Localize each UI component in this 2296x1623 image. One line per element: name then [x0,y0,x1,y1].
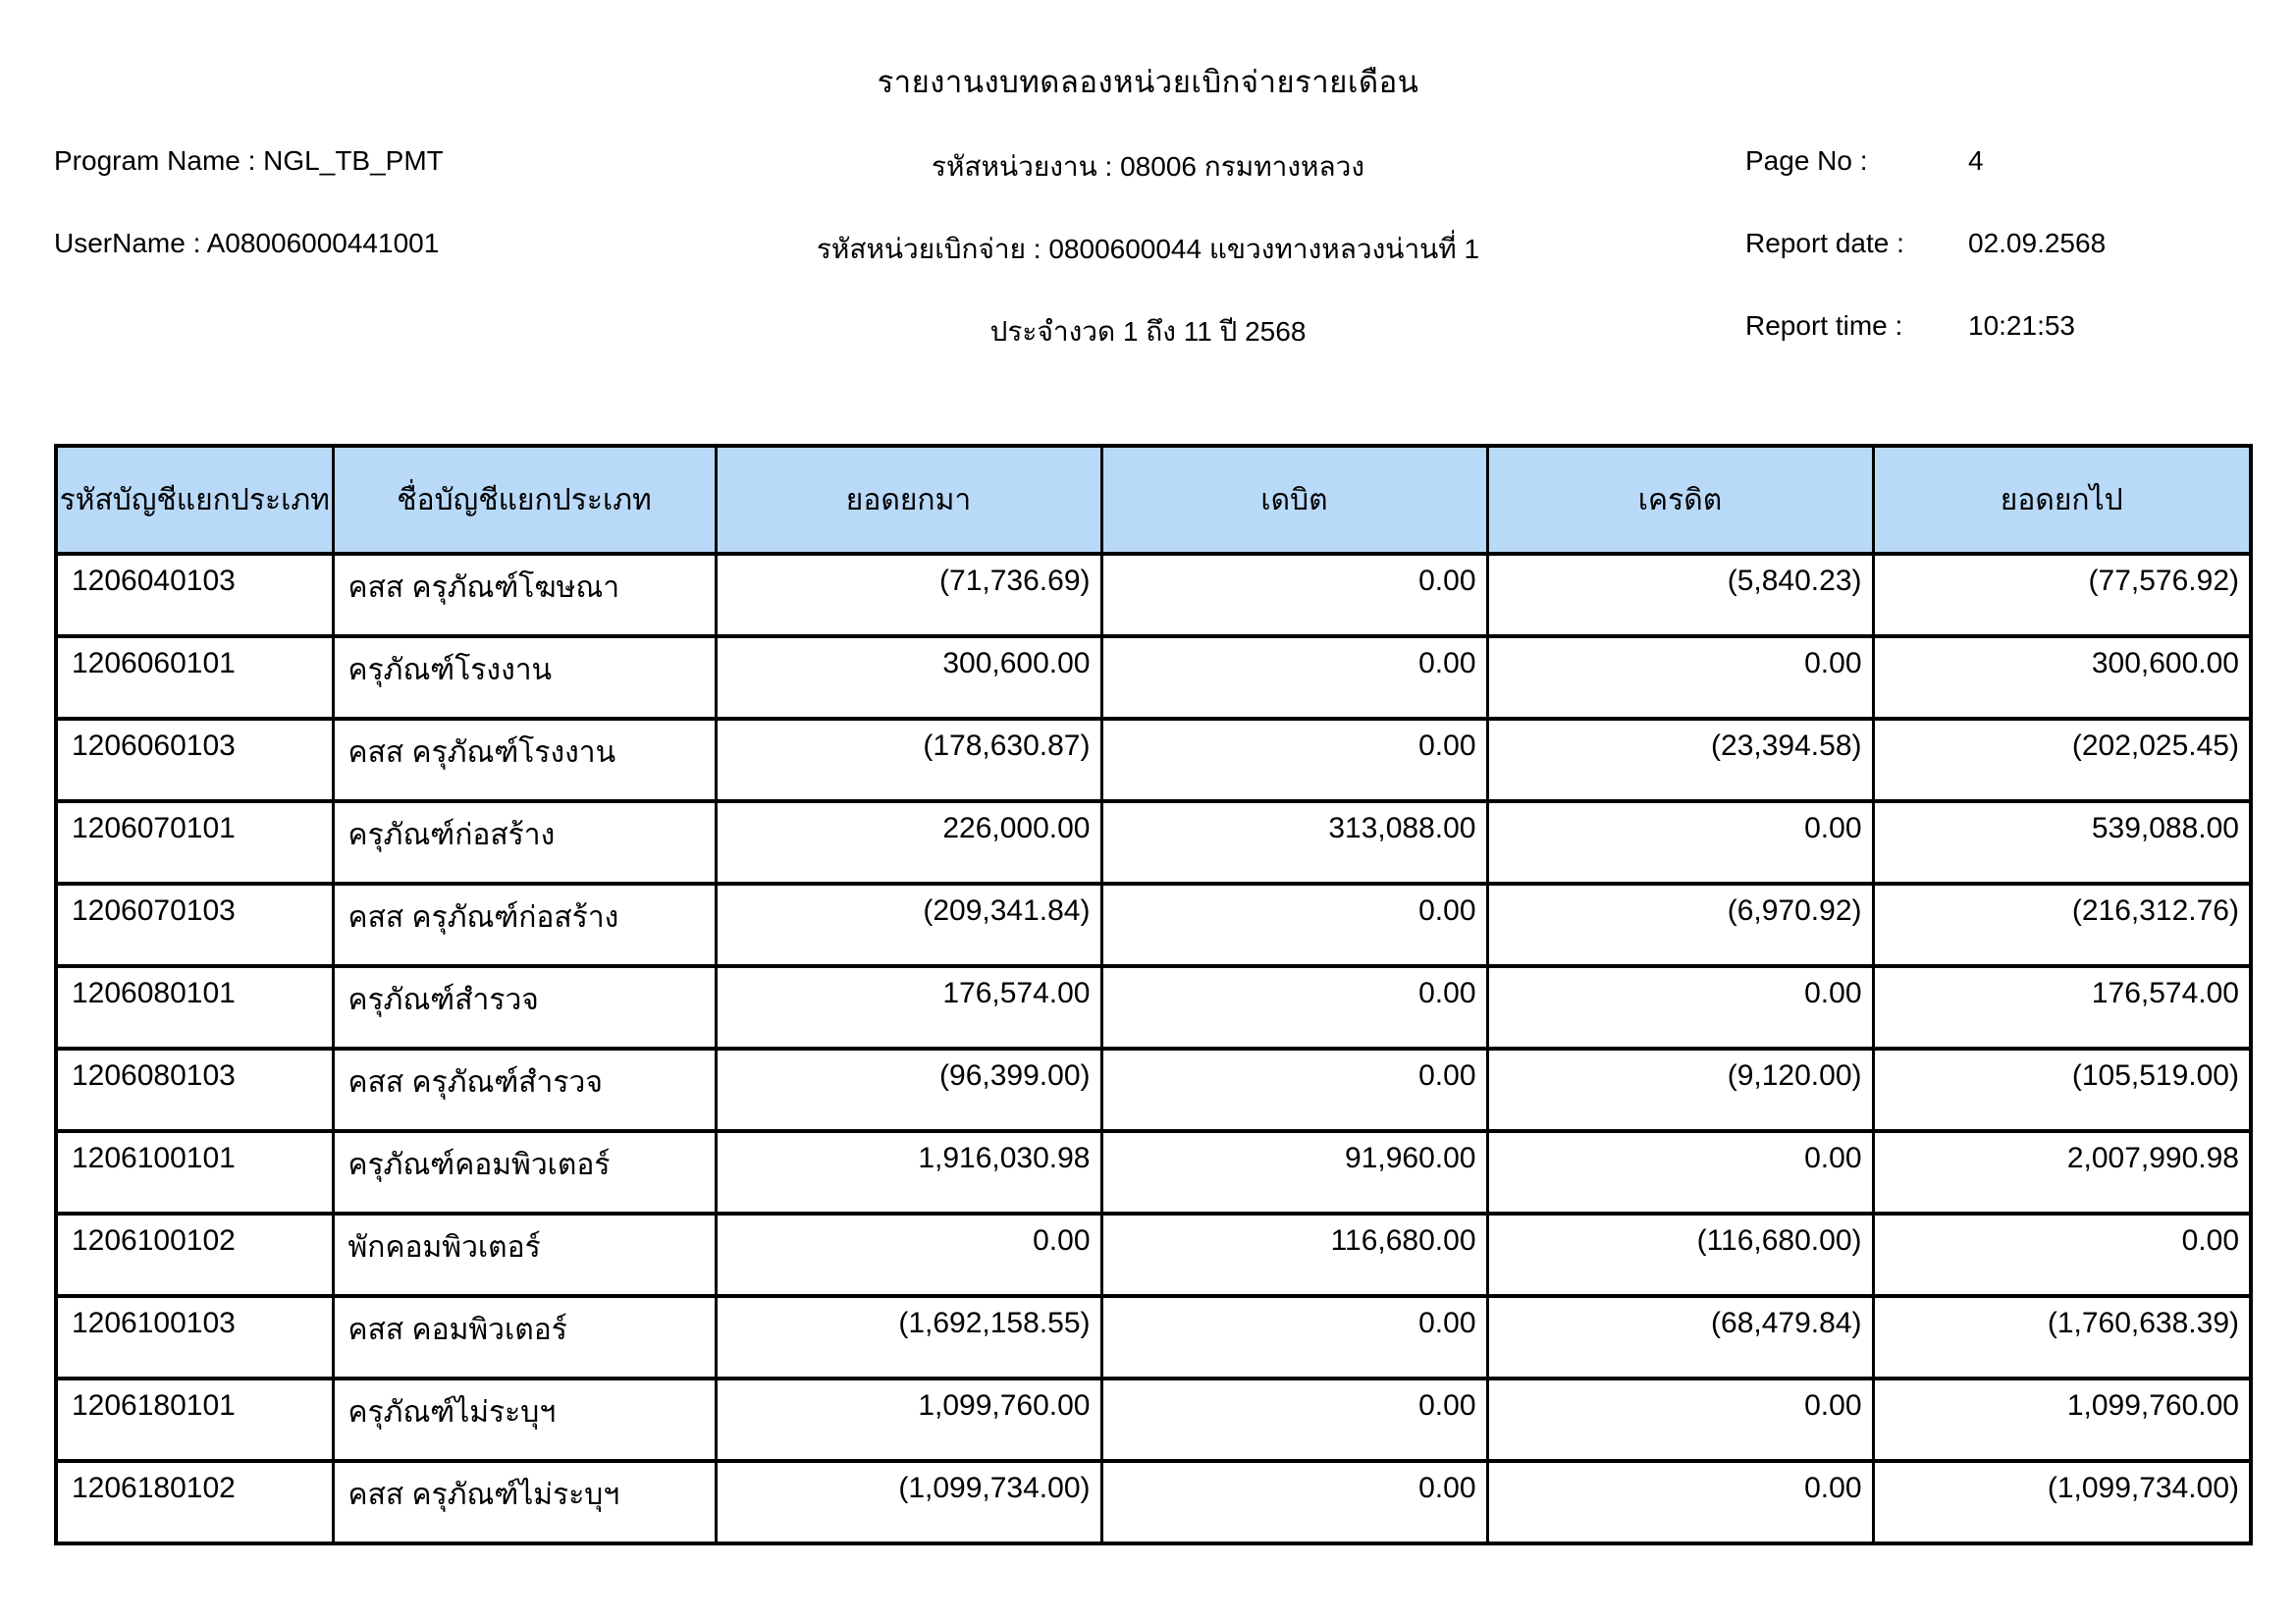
program-name-text: Program Name : NGL_TB_PMT [54,145,444,176]
period-text: ประจำงวด 1 ถึง 11 ปี 2568 [989,316,1307,347]
balance-brought-forward-cell: 1,916,030.98 [716,1131,1101,1214]
balance-carried-forward-cell: 0.00 [1873,1214,2251,1296]
column-header-account-name: ชื่อบัญชีแยกประเภท [333,446,716,554]
account-code-cell: 1206100103 [56,1296,333,1379]
account-name-cell: พักคอมพิวเตอร์ [333,1214,716,1296]
balance-brought-forward-cell: (96,399.00) [716,1049,1101,1131]
credit-cell: (6,970.92) [1487,884,1873,966]
table-row [56,966,2251,1049]
account-code-cell: 1206060101 [56,636,333,719]
debit-cell: 116,680.00 [1101,1214,1487,1296]
account-name-cell: ครุภัณฑ์ไม่ระบุฯ [333,1379,716,1461]
balance-brought-forward-cell: 226,000.00 [716,801,1101,884]
debit-cell: 0.00 [1101,1049,1487,1131]
table-row [56,1131,2251,1214]
balance-brought-forward-cell: 300,600.00 [716,636,1101,719]
account-code-cell: 1206080101 [56,966,333,1049]
account-name-cell: ครุภัณฑ์โรงงาน [333,636,716,719]
debit-cell: 0.00 [1101,1379,1487,1461]
table-row [56,1461,2251,1543]
table-row [56,801,2251,884]
debit-cell: 0.00 [1101,1461,1487,1543]
balance-brought-forward-cell: (209,341.84) [716,884,1101,966]
balance-carried-forward-cell: (202,025.45) [1873,719,2251,801]
balance-brought-forward-cell: (71,736.69) [716,554,1101,636]
column-header-credit: เครดิต [1487,446,1873,554]
balance-brought-forward-cell: (178,630.87) [716,719,1101,801]
disbursement-unit-text: รหัสหน่วยเบิกจ่าย : 0800600044 แขวงทางหลวงน่านที่ 1 [816,234,1480,264]
debit-cell: 0.00 [1101,719,1487,801]
account-name-cell: คสส ครุภัณฑ์โรงงาน [333,719,716,801]
account-code-cell: 1206040103 [56,554,333,636]
balance-brought-forward-cell: 176,574.00 [716,966,1101,1049]
report-time-value: 10:21:53 [1968,310,2075,341]
column-header-balance-brought-forward: ยอดยกมา [716,446,1101,554]
table-row [56,1296,2251,1379]
trial-balance-table [54,444,2253,1545]
balance-brought-forward-cell: 1,099,760.00 [716,1379,1101,1461]
debit-cell: 0.00 [1101,554,1487,636]
credit-cell: (116,680.00) [1487,1214,1873,1296]
credit-cell: 0.00 [1487,801,1873,884]
table-row [56,1214,2251,1296]
debit-cell: 91,960.00 [1101,1131,1487,1214]
balance-carried-forward-cell: (1,099,734.00) [1873,1461,2251,1543]
table-header-row [56,446,2251,554]
account-code-cell: 1206060103 [56,719,333,801]
table-row [56,884,2251,966]
debit-cell: 0.00 [1101,1296,1487,1379]
balance-carried-forward-cell: 176,574.00 [1873,966,2251,1049]
report-date-value: 02.09.2568 [1968,228,2107,258]
balance-brought-forward-cell: 0.00 [716,1214,1101,1296]
account-code-cell: 1206180101 [56,1379,333,1461]
balance-carried-forward-cell: (216,312.76) [1873,884,2251,966]
credit-cell: 0.00 [1487,1131,1873,1214]
account-name-cell: คสส ครุภัณฑ์ก่อสร้าง [333,884,716,966]
account-code-cell: 1206100102 [56,1214,333,1296]
debit-cell: 0.00 [1101,636,1487,719]
table-row [56,1049,2251,1131]
credit-cell: 0.00 [1487,636,1873,719]
credit-cell: 0.00 [1487,966,1873,1049]
page-no-label: Page No : [1745,145,1868,176]
column-header-debit: เดบิต [1101,446,1487,554]
agency-code-text: รหัสหน่วยงาน : 08006 กรมทางหลวง [931,151,1365,182]
balance-carried-forward-cell: 2,007,990.98 [1873,1131,2251,1214]
debit-cell: 313,088.00 [1101,801,1487,884]
account-code-cell: 1206080103 [56,1049,333,1131]
table-row [56,1379,2251,1461]
account-name-cell: คสส ครุภัณฑ์ไม่ระบุฯ [333,1461,716,1543]
account-name-cell: คสส คอมพิวเตอร์ [333,1296,716,1379]
debit-cell: 0.00 [1101,966,1487,1049]
balance-carried-forward-cell: 300,600.00 [1873,636,2251,719]
balance-brought-forward-cell: (1,692,158.55) [716,1296,1101,1379]
account-code-cell: 1206180102 [56,1461,333,1543]
account-name-cell: ครุภัณฑ์ก่อสร้าง [333,801,716,884]
table-row [56,719,2251,801]
debit-cell: 0.00 [1101,884,1487,966]
username-text: UserName : A08006000441001 [54,228,440,258]
balance-carried-forward-cell: 1,099,760.00 [1873,1379,2251,1461]
credit-cell: (23,394.58) [1487,719,1873,801]
credit-cell: (68,479.84) [1487,1296,1873,1379]
column-header-balance-carried-forward: ยอดยกไป [1873,446,2251,554]
account-name-cell: คสส ครุภัณฑ์โฆษณา [333,554,716,636]
report-time-label: Report time : [1745,310,1903,341]
balance-carried-forward-cell: (77,576.92) [1873,554,2251,636]
table-row [56,636,2251,719]
balance-carried-forward-cell: (105,519.00) [1873,1049,2251,1131]
account-name-cell: คสส ครุภัณฑ์สำรวจ [333,1049,716,1131]
account-code-cell: 1206100101 [56,1131,333,1214]
account-name-cell: ครุภัณฑ์สำรวจ [333,966,716,1049]
credit-cell: 0.00 [1487,1461,1873,1543]
account-code-cell: 1206070103 [56,884,333,966]
page-title: รายงานงบทดลองหน่วยเบิกจ่ายรายเดือน [877,65,1419,99]
credit-cell: (5,840.23) [1487,554,1873,636]
balance-carried-forward-cell: 539,088.00 [1873,801,2251,884]
column-header-account-code: รหัสบัญชีแยกประเภท [56,446,333,554]
credit-cell: (9,120.00) [1487,1049,1873,1131]
account-code-cell: 1206070101 [56,801,333,884]
page-no-value: 4 [1968,145,1984,176]
report-date-label: Report date : [1745,228,1904,258]
table-row [56,554,2251,636]
balance-brought-forward-cell: (1,099,734.00) [716,1461,1101,1543]
credit-cell: 0.00 [1487,1379,1873,1461]
account-name-cell: ครุภัณฑ์คอมพิวเตอร์ [333,1131,716,1214]
balance-carried-forward-cell: (1,760,638.39) [1873,1296,2251,1379]
